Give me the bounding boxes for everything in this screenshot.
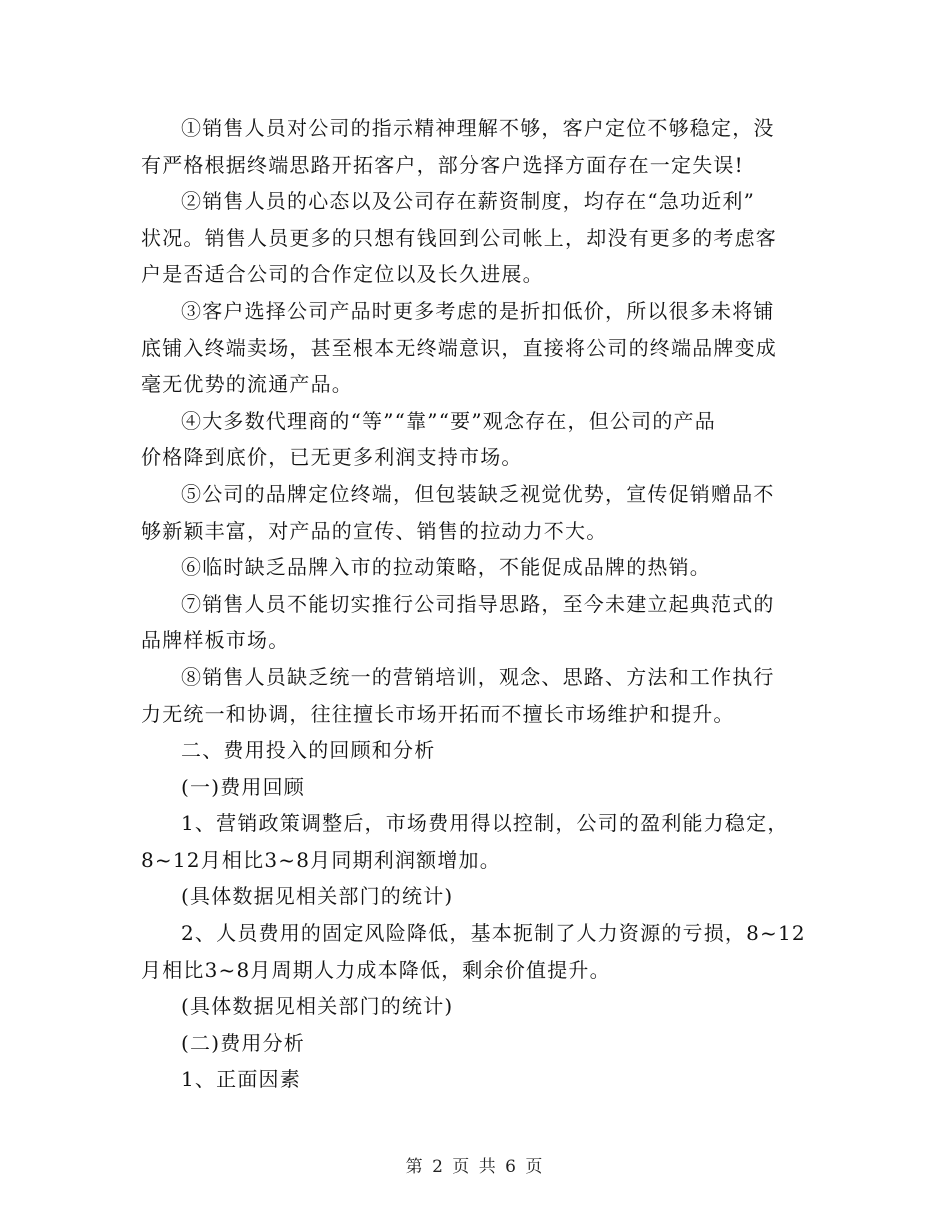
document-body	[141, 110, 806, 1098]
text-line: ②销售人员的心态以及公司存在薪资制度，均存在“急功近利”	[181, 189, 756, 214]
text-line: (具体数据见相关部门的统计)	[181, 994, 454, 1019]
text-line: ⑥临时缺乏品牌入市的拉动策略，不能促成品牌的热销。	[181, 555, 711, 580]
text-line: 2、人员费用的固定风险降低，基本扼制了人力资源的亏损，8~12	[181, 921, 806, 946]
paragraph-2	[141, 183, 803, 293]
text-line: 力无统一和协调，往往擅长市场开拓而不擅长市场维护和提升。	[141, 701, 735, 726]
text-line: 够新颖丰富，对产品的宣传、销售的拉动力不大。	[141, 518, 608, 543]
paragraph-11	[141, 805, 803, 878]
text-line: 户是否适合公司的合作定位以及长久进展。	[141, 262, 544, 287]
text-line: ④大多数代理商的“等”“靠”“要”观念存在，但公司的产品	[181, 408, 716, 433]
text-line: 1、营销政策调整后，市场费用得以控制，公司的盈利能力稳定，	[181, 811, 789, 836]
text-line: 价格降到底价，已无更多利润支持市场。	[141, 445, 523, 470]
text-line: (一)费用回顾	[181, 774, 306, 799]
text-line: 品牌样板市场。	[141, 628, 290, 653]
subsection-heading	[141, 1025, 803, 1062]
subsection-heading	[141, 769, 803, 806]
text-line: 状况。销售人员更多的只想有钱回到公司帐上，却没有更多的考虑客	[141, 225, 777, 250]
text-line: ③客户选择公司产品时更多考虑的是折扣低价，所以很多未将铺	[181, 298, 775, 323]
paragraph-5	[141, 476, 803, 549]
text-line: (二)费用分析	[181, 1030, 306, 1055]
text-line: 8~12月相比3~8月同期利润额增加。	[141, 847, 501, 872]
text-line: 有严格根据终端思路开拓客户，部分客户选择方面存在一定失误!	[141, 152, 744, 177]
paragraph-7	[141, 586, 803, 659]
text-line: (具体数据见相关部门的统计)	[181, 884, 454, 909]
text-line: ⑦销售人员不能切实推行公司指导思路，至今未建立起典范式的	[181, 591, 775, 616]
paragraph-6	[141, 549, 803, 586]
section-heading	[141, 732, 803, 769]
paragraph-1	[141, 110, 803, 183]
text-line: ⑧销售人员缺乏统一的营销培训，观念、思路、方法和工作执行	[181, 664, 775, 689]
paragraph-13	[141, 915, 806, 988]
text-line: 二、费用投入的回顾和分析	[181, 738, 436, 763]
paragraph-3	[141, 293, 803, 403]
text-line: 月相比3~8月周期人力成本降低，剩余价值提升。	[141, 957, 611, 982]
page-number: 第 2 页 共 6 页	[405, 1157, 545, 1177]
paragraph-note	[141, 878, 803, 915]
text-line: 底铺入终端卖场，甚至根本无终端意识，直接将公司的终端品牌变成	[141, 335, 777, 360]
paragraph-8	[141, 659, 803, 732]
paragraph-note	[141, 988, 803, 1025]
paragraph-4	[141, 403, 803, 476]
text-line: 毫无优势的流通产品。	[141, 372, 353, 397]
text-line: 1、正面因素	[181, 1067, 301, 1092]
text-line: ①销售人员对公司的指示精神理解不够，客户定位不够稳定，没	[181, 116, 775, 140]
text-line: ⑤公司的品牌定位终端，但包装缺乏视觉优势，宣传促销赠品不	[181, 481, 775, 506]
item-heading	[141, 1061, 803, 1098]
